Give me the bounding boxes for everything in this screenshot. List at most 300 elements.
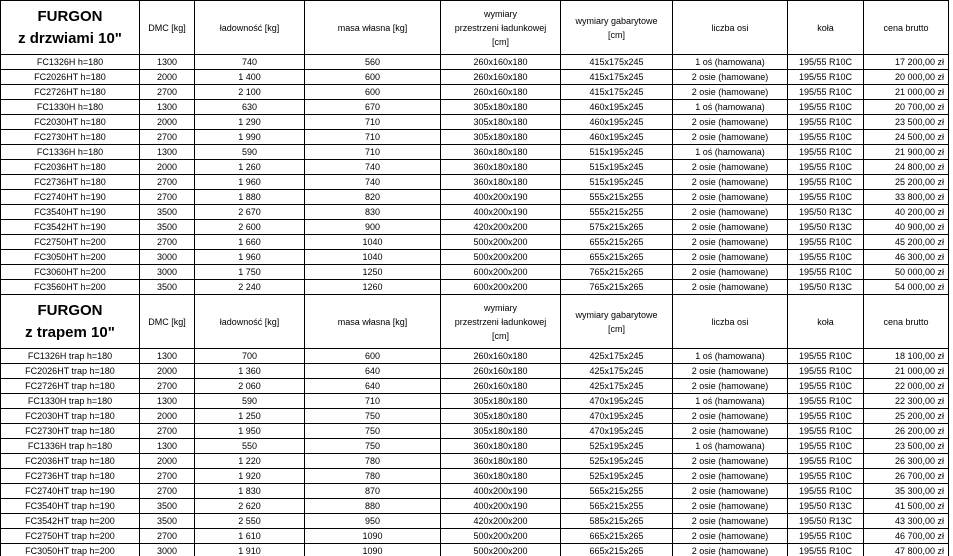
cell-cena: 21 900,00 zł xyxy=(864,145,949,160)
cell-masa: 560 xyxy=(305,55,441,70)
table-row xyxy=(1,499,949,514)
cell-liczba-osi: 2 osie (hamowane) xyxy=(673,115,788,130)
cell-ladownosc: 2 670 xyxy=(195,205,305,220)
table-row xyxy=(1,544,949,556)
cell-cena: 20 000,00 zł xyxy=(864,70,949,85)
cell-wymiary-ladunku: 400x200x190 xyxy=(441,190,561,205)
cell-wymiary-gabarytowe: 555x215x255 xyxy=(561,205,673,220)
table-row xyxy=(1,130,949,145)
cell-liczba-osi: 2 osie (hamowane) xyxy=(673,409,788,424)
cell-masa: 950 xyxy=(305,514,441,529)
cell-liczba-osi: 2 osie (hamowane) xyxy=(673,454,788,469)
cell-wymiary-gabarytowe: 470x195x245 xyxy=(561,409,673,424)
cell-kola: 195/55 R10C xyxy=(788,409,864,424)
cell-model: FC3542HT h=190 xyxy=(1,220,140,235)
cell-model: FC2730HT h=180 xyxy=(1,130,140,145)
cell-model: FC2750HT h=200 xyxy=(1,235,140,250)
cell-model: FC3060HT h=200 xyxy=(1,265,140,280)
cell-liczba-osi: 2 osie (hamowane) xyxy=(673,160,788,175)
header-row-trap xyxy=(1,295,949,349)
cell-dmc: 3000 xyxy=(140,544,195,556)
table-row xyxy=(1,160,949,175)
cell-kola: 195/55 R10C xyxy=(788,250,864,265)
cell-ladownosc: 590 xyxy=(195,394,305,409)
cell-ladownosc: 1 950 xyxy=(195,424,305,439)
cell-liczba-osi: 2 osie (hamowane) xyxy=(673,220,788,235)
cell-dmc: 2700 xyxy=(140,484,195,499)
cell-wymiary-ladunku: 260x160x180 xyxy=(441,85,561,100)
header-wymiary-gabarytowe xyxy=(561,1,673,55)
cell-masa: 830 xyxy=(305,205,441,220)
cell-model: FC3542HT trap h=200 xyxy=(1,514,140,529)
header-liczba-osi: liczba osi xyxy=(673,295,788,349)
table-row xyxy=(1,469,949,484)
cell-ladownosc: 2 600 xyxy=(195,220,305,235)
cell-wymiary-ladunku: 260x160x180 xyxy=(441,364,561,379)
header-masa: masa własna [kg] xyxy=(305,1,441,55)
table-row xyxy=(1,190,949,205)
cell-model: FC2026HT trap h=180 xyxy=(1,364,140,379)
cell-dmc: 2700 xyxy=(140,529,195,544)
cell-cena: 41 500,00 zł xyxy=(864,499,949,514)
cell-cena: 21 000,00 zł xyxy=(864,85,949,100)
cell-cena: 33 800,00 zł xyxy=(864,190,949,205)
cell-liczba-osi: 1 oś (hamowana) xyxy=(673,145,788,160)
cell-kola: 195/55 R10C xyxy=(788,454,864,469)
cell-cena: 43 300,00 zł xyxy=(864,514,949,529)
cell-ladownosc: 1 920 xyxy=(195,469,305,484)
cell-wymiary-ladunku: 305x180x180 xyxy=(441,130,561,145)
cell-dmc: 1300 xyxy=(140,394,195,409)
cell-masa: 1040 xyxy=(305,250,441,265)
header-wymiary-ladunku-1: wymiary xyxy=(484,302,517,313)
cell-model: FC2740HT h=190 xyxy=(1,190,140,205)
cell-wymiary-ladunku: 360x180x180 xyxy=(441,145,561,160)
cell-wymiary-gabarytowe: 665x215x265 xyxy=(561,529,673,544)
cell-cena: 26 700,00 zł xyxy=(864,469,949,484)
cell-dmc: 3000 xyxy=(140,250,195,265)
cell-kola: 195/50 R13C xyxy=(788,220,864,235)
cell-wymiary-ladunku: 420x200x200 xyxy=(441,514,561,529)
cell-model: FC2726HT h=180 xyxy=(1,85,140,100)
cell-model: FC2736HT trap h=180 xyxy=(1,469,140,484)
cell-cena: 47 800,00 zł xyxy=(864,544,949,556)
section-title-drzwi xyxy=(1,1,140,55)
cell-wymiary-gabarytowe: 765x215x265 xyxy=(561,265,673,280)
cell-model: FC3540HT trap h=190 xyxy=(1,499,140,514)
cell-model: FC1336H h=180 xyxy=(1,145,140,160)
cell-kola: 195/55 R10C xyxy=(788,145,864,160)
cell-dmc: 3500 xyxy=(140,280,195,295)
cell-masa: 670 xyxy=(305,100,441,115)
header-row-drzwi xyxy=(1,1,949,55)
section-trap xyxy=(1,295,949,349)
table-row xyxy=(1,70,949,85)
cell-wymiary-gabarytowe: 470x195x245 xyxy=(561,424,673,439)
cell-model: FC2030HT h=180 xyxy=(1,115,140,130)
header-wymiary-ladunku-3: [cm] xyxy=(492,36,509,47)
header-ladownosc: ładowność [kg] xyxy=(195,1,305,55)
cell-ladownosc: 2 100 xyxy=(195,85,305,100)
cell-wymiary-ladunku: 305x180x180 xyxy=(441,424,561,439)
cell-liczba-osi: 2 osie (hamowane) xyxy=(673,499,788,514)
cell-kola: 195/55 R10C xyxy=(788,130,864,145)
cell-dmc: 2000 xyxy=(140,364,195,379)
cell-kola: 195/55 R10C xyxy=(788,100,864,115)
cell-cena: 46 300,00 zł xyxy=(864,250,949,265)
cell-liczba-osi: 2 osie (hamowane) xyxy=(673,190,788,205)
cell-cena: 25 200,00 zł xyxy=(864,409,949,424)
cell-ladownosc: 1 610 xyxy=(195,529,305,544)
cell-dmc: 2700 xyxy=(140,85,195,100)
cell-cena: 24 500,00 zł xyxy=(864,130,949,145)
cell-kola: 195/50 R13C xyxy=(788,280,864,295)
cell-wymiary-ladunku: 360x180x180 xyxy=(441,175,561,190)
cell-wymiary-ladunku: 305x180x180 xyxy=(441,100,561,115)
cell-kola: 195/55 R10C xyxy=(788,394,864,409)
cell-masa: 600 xyxy=(305,70,441,85)
cell-wymiary-gabarytowe: 415x175x245 xyxy=(561,70,673,85)
table-row xyxy=(1,85,949,100)
cell-model: FC3050HT trap h=200 xyxy=(1,544,140,556)
cell-masa: 780 xyxy=(305,454,441,469)
cell-model: FC3560HT h=200 xyxy=(1,280,140,295)
header-wymiary-gabarytowe-2: [cm] xyxy=(608,323,625,334)
cell-kola: 195/55 R10C xyxy=(788,115,864,130)
header-wymiary-gabarytowe xyxy=(561,295,673,349)
cell-model: FC2750HT trap h=200 xyxy=(1,529,140,544)
cell-masa: 640 xyxy=(305,379,441,394)
cell-ladownosc: 740 xyxy=(195,55,305,70)
cell-wymiary-ladunku: 260x160x180 xyxy=(441,349,561,364)
table-row xyxy=(1,484,949,499)
cell-dmc: 2000 xyxy=(140,70,195,85)
header-dmc: DMC [kg] xyxy=(140,1,195,55)
cell-model: FC2036HT h=180 xyxy=(1,160,140,175)
header-cena: cena brutto xyxy=(864,1,949,55)
cell-liczba-osi: 1 oś (hamowana) xyxy=(673,394,788,409)
cell-liczba-osi: 1 oś (hamowana) xyxy=(673,55,788,70)
cell-dmc: 2700 xyxy=(140,469,195,484)
cell-dmc: 1300 xyxy=(140,145,195,160)
cell-dmc: 3500 xyxy=(140,220,195,235)
cell-kola: 195/55 R10C xyxy=(788,160,864,175)
table-row xyxy=(1,145,949,160)
cell-wymiary-ladunku: 305x180x180 xyxy=(441,409,561,424)
cell-wymiary-gabarytowe: 525x195x245 xyxy=(561,469,673,484)
cell-masa: 710 xyxy=(305,130,441,145)
cell-model: FC1330H trap h=180 xyxy=(1,394,140,409)
cell-cena: 40 900,00 zł xyxy=(864,220,949,235)
cell-kola: 195/55 R10C xyxy=(788,379,864,394)
cell-dmc: 2700 xyxy=(140,235,195,250)
header-wymiary-ladunku-2: przestrzeni ładunkowej xyxy=(454,316,547,327)
cell-kola: 195/55 R10C xyxy=(788,175,864,190)
cell-liczba-osi: 2 osie (hamowane) xyxy=(673,529,788,544)
cell-wymiary-ladunku: 260x160x180 xyxy=(441,379,561,394)
cell-liczba-osi: 1 oś (hamowana) xyxy=(673,349,788,364)
cell-kola: 195/55 R10C xyxy=(788,235,864,250)
cell-liczba-osi: 2 osie (hamowane) xyxy=(673,484,788,499)
cell-kola: 195/55 R10C xyxy=(788,469,864,484)
cell-dmc: 2700 xyxy=(140,130,195,145)
cell-model: FC2740HT trap h=190 xyxy=(1,484,140,499)
cell-wymiary-gabarytowe: 515x195x245 xyxy=(561,160,673,175)
cell-cena: 46 700,00 zł xyxy=(864,529,949,544)
cell-model: FC2730HT trap h=180 xyxy=(1,424,140,439)
header-wymiary-ladunku-2: przestrzeni ładunkowej xyxy=(454,22,547,33)
cell-model: FC2030HT trap h=180 xyxy=(1,409,140,424)
cell-wymiary-gabarytowe: 765x215x265 xyxy=(561,280,673,295)
cell-cena: 45 200,00 zł xyxy=(864,235,949,250)
cell-kola: 195/55 R10C xyxy=(788,424,864,439)
cell-dmc: 2000 xyxy=(140,115,195,130)
table-row xyxy=(1,514,949,529)
cell-wymiary-ladunku: 360x180x180 xyxy=(441,439,561,454)
table-row xyxy=(1,265,949,280)
cell-cena: 54 000,00 zł xyxy=(864,280,949,295)
rows-trap xyxy=(1,349,949,556)
cell-wymiary-ladunku: 600x200x200 xyxy=(441,280,561,295)
table-row xyxy=(1,379,949,394)
header-wymiary-ladunku xyxy=(441,295,561,349)
cell-wymiary-ladunku: 305x180x180 xyxy=(441,115,561,130)
cell-liczba-osi: 2 osie (hamowane) xyxy=(673,544,788,556)
cell-wymiary-gabarytowe: 425x175x245 xyxy=(561,349,673,364)
header-wymiary-gabarytowe-2: [cm] xyxy=(608,29,625,40)
cell-liczba-osi: 1 oś (hamowana) xyxy=(673,439,788,454)
table-row xyxy=(1,250,949,265)
cell-ladownosc: 2 060 xyxy=(195,379,305,394)
cell-wymiary-gabarytowe: 460x195x245 xyxy=(561,115,673,130)
cell-wymiary-gabarytowe: 415x175x245 xyxy=(561,85,673,100)
header-ladownosc: ładowność [kg] xyxy=(195,295,305,349)
cell-masa: 750 xyxy=(305,409,441,424)
cell-masa: 740 xyxy=(305,175,441,190)
header-cena: cena brutto xyxy=(864,295,949,349)
table-row xyxy=(1,55,949,70)
cell-dmc: 2000 xyxy=(140,454,195,469)
cell-liczba-osi: 1 oś (hamowana) xyxy=(673,100,788,115)
cell-liczba-osi: 2 osie (hamowane) xyxy=(673,514,788,529)
table-row xyxy=(1,349,949,364)
table-row xyxy=(1,424,949,439)
cell-wymiary-gabarytowe: 555x215x255 xyxy=(561,190,673,205)
cell-dmc: 3500 xyxy=(140,499,195,514)
cell-ladownosc: 1 960 xyxy=(195,250,305,265)
cell-dmc: 2700 xyxy=(140,424,195,439)
cell-dmc: 1300 xyxy=(140,439,195,454)
cell-wymiary-ladunku: 420x200x200 xyxy=(441,220,561,235)
cell-wymiary-gabarytowe: 585x215x265 xyxy=(561,514,673,529)
cell-ladownosc: 1 750 xyxy=(195,265,305,280)
cell-ladownosc: 2 550 xyxy=(195,514,305,529)
header-wymiary-ladunku-1: wymiary xyxy=(484,8,517,19)
cell-ladownosc: 1 660 xyxy=(195,235,305,250)
table-row xyxy=(1,529,949,544)
header-masa: masa własna [kg] xyxy=(305,295,441,349)
cell-wymiary-ladunku: 260x160x180 xyxy=(441,70,561,85)
cell-masa: 740 xyxy=(305,160,441,175)
cell-wymiary-gabarytowe: 655x215x265 xyxy=(561,250,673,265)
cell-ladownosc: 1 290 xyxy=(195,115,305,130)
cell-model: FC3540HT h=190 xyxy=(1,205,140,220)
cell-ladownosc: 2 240 xyxy=(195,280,305,295)
cell-wymiary-ladunku: 400x200x190 xyxy=(441,499,561,514)
cell-wymiary-ladunku: 400x200x190 xyxy=(441,205,561,220)
cell-wymiary-gabarytowe: 415x175x245 xyxy=(561,55,673,70)
cell-model: FC1330H h=180 xyxy=(1,100,140,115)
cell-wymiary-gabarytowe: 460x195x245 xyxy=(561,100,673,115)
cell-cena: 18 100,00 zł xyxy=(864,349,949,364)
cell-masa: 880 xyxy=(305,499,441,514)
cell-liczba-osi: 2 osie (hamowane) xyxy=(673,70,788,85)
cell-masa: 750 xyxy=(305,439,441,454)
cell-wymiary-ladunku: 500x200x200 xyxy=(441,235,561,250)
cell-wymiary-ladunku: 400x200x190 xyxy=(441,484,561,499)
header-dmc: DMC [kg] xyxy=(140,295,195,349)
cell-model: FC3050HT h=200 xyxy=(1,250,140,265)
cell-dmc: 1300 xyxy=(140,55,195,70)
cell-kola: 195/55 R10C xyxy=(788,190,864,205)
section-title-line2: z trapem 10" xyxy=(25,323,115,341)
cell-dmc: 2700 xyxy=(140,379,195,394)
cell-ladownosc: 590 xyxy=(195,145,305,160)
cell-ladownosc: 700 xyxy=(195,349,305,364)
cell-kola: 195/55 R10C xyxy=(788,70,864,85)
table-row xyxy=(1,100,949,115)
cell-liczba-osi: 2 osie (hamowane) xyxy=(673,130,788,145)
cell-cena: 50 000,00 zł xyxy=(864,265,949,280)
cell-cena: 40 200,00 zł xyxy=(864,205,949,220)
cell-model: FC2726HT trap h=180 xyxy=(1,379,140,394)
cell-model: FC2036HT trap h=180 xyxy=(1,454,140,469)
cell-wymiary-ladunku: 360x180x180 xyxy=(441,454,561,469)
cell-cena: 35 300,00 zł xyxy=(864,484,949,499)
table-row xyxy=(1,280,949,295)
header-liczba-osi: liczba osi xyxy=(673,1,788,55)
cell-masa: 750 xyxy=(305,424,441,439)
table-row xyxy=(1,454,949,469)
cell-ladownosc: 1 990 xyxy=(195,130,305,145)
cell-kola: 195/50 R13C xyxy=(788,514,864,529)
cell-cena: 23 500,00 zł xyxy=(864,439,949,454)
cell-cena: 21 000,00 zł xyxy=(864,364,949,379)
cell-wymiary-gabarytowe: 460x195x245 xyxy=(561,130,673,145)
cell-wymiary-ladunku: 500x200x200 xyxy=(441,544,561,556)
cell-dmc: 2700 xyxy=(140,175,195,190)
cell-masa: 710 xyxy=(305,145,441,160)
cell-wymiary-ladunku: 500x200x200 xyxy=(441,250,561,265)
table-row xyxy=(1,235,949,250)
section-title-line1: FURGON xyxy=(37,7,103,25)
cell-liczba-osi: 2 osie (hamowane) xyxy=(673,469,788,484)
header-kola: koła xyxy=(788,1,864,55)
cell-kola: 195/55 R10C xyxy=(788,55,864,70)
cell-dmc: 1300 xyxy=(140,349,195,364)
table-row xyxy=(1,205,949,220)
cell-cena: 20 700,00 zł xyxy=(864,100,949,115)
cell-cena: 26 300,00 zł xyxy=(864,454,949,469)
cell-wymiary-ladunku: 360x180x180 xyxy=(441,160,561,175)
section-title-trap xyxy=(1,295,140,349)
cell-model: FC1326H trap h=180 xyxy=(1,349,140,364)
cell-kola: 195/55 R10C xyxy=(788,484,864,499)
cell-masa: 600 xyxy=(305,85,441,100)
cell-wymiary-gabarytowe: 425x175x245 xyxy=(561,379,673,394)
cell-kola: 195/55 R10C xyxy=(788,364,864,379)
cell-liczba-osi: 2 osie (hamowane) xyxy=(673,235,788,250)
cell-cena: 25 200,00 zł xyxy=(864,175,949,190)
cell-ladownosc: 1 360 xyxy=(195,364,305,379)
cell-ladownosc: 2 620 xyxy=(195,499,305,514)
cell-model: FC1326H h=180 xyxy=(1,55,140,70)
cell-cena: 17 200,00 zł xyxy=(864,55,949,70)
cell-ladownosc: 1 220 xyxy=(195,454,305,469)
cell-wymiary-gabarytowe: 515x195x245 xyxy=(561,175,673,190)
cell-cena: 22 000,00 zł xyxy=(864,379,949,394)
cell-wymiary-gabarytowe: 665x215x265 xyxy=(561,544,673,556)
cell-liczba-osi: 2 osie (hamowane) xyxy=(673,424,788,439)
cell-dmc: 3500 xyxy=(140,205,195,220)
cell-masa: 870 xyxy=(305,484,441,499)
header-wymiary-ladunku-3: [cm] xyxy=(492,330,509,341)
cell-model: FC2736HT h=180 xyxy=(1,175,140,190)
cell-wymiary-ladunku: 600x200x200 xyxy=(441,265,561,280)
section-title-line2: z drzwiami 10" xyxy=(18,29,122,47)
cell-masa: 1090 xyxy=(305,544,441,556)
cell-wymiary-gabarytowe: 425x175x245 xyxy=(561,364,673,379)
cell-wymiary-ladunku: 500x200x200 xyxy=(441,529,561,544)
cell-dmc: 2700 xyxy=(140,190,195,205)
cell-ladownosc: 550 xyxy=(195,439,305,454)
cell-masa: 640 xyxy=(305,364,441,379)
cell-wymiary-gabarytowe: 575x215x265 xyxy=(561,220,673,235)
cell-wymiary-gabarytowe: 565x215x255 xyxy=(561,484,673,499)
cell-ladownosc: 1 250 xyxy=(195,409,305,424)
cell-kola: 195/55 R10C xyxy=(788,85,864,100)
header-kola: koła xyxy=(788,295,864,349)
cell-liczba-osi: 2 osie (hamowane) xyxy=(673,205,788,220)
cell-kola: 195/55 R10C xyxy=(788,544,864,556)
cell-cena: 26 200,00 zł xyxy=(864,424,949,439)
cell-ladownosc: 1 960 xyxy=(195,175,305,190)
cell-liczba-osi: 2 osie (hamowane) xyxy=(673,85,788,100)
cell-masa: 710 xyxy=(305,394,441,409)
cell-wymiary-gabarytowe: 525x195x245 xyxy=(561,454,673,469)
cell-masa: 1250 xyxy=(305,265,441,280)
cell-liczba-osi: 2 osie (hamowane) xyxy=(673,280,788,295)
cell-wymiary-gabarytowe: 655x215x265 xyxy=(561,235,673,250)
cell-kola: 195/55 R10C xyxy=(788,529,864,544)
cell-ladownosc: 1 400 xyxy=(195,70,305,85)
cell-ladownosc: 1 260 xyxy=(195,160,305,175)
cell-model: FC1336H trap h=180 xyxy=(1,439,140,454)
cell-ladownosc: 1 830 xyxy=(195,484,305,499)
table-row xyxy=(1,409,949,424)
cell-wymiary-gabarytowe: 470x195x245 xyxy=(561,394,673,409)
cell-dmc: 3000 xyxy=(140,265,195,280)
table-row xyxy=(1,175,949,190)
cell-cena: 24 800,00 zł xyxy=(864,160,949,175)
cell-model: FC2026HT h=180 xyxy=(1,70,140,85)
cell-ladownosc: 630 xyxy=(195,100,305,115)
cell-wymiary-gabarytowe: 565x215x255 xyxy=(561,499,673,514)
rows-drzwi xyxy=(1,55,949,295)
cell-dmc: 2000 xyxy=(140,409,195,424)
header-wymiary-ladunku xyxy=(441,1,561,55)
table-row xyxy=(1,115,949,130)
